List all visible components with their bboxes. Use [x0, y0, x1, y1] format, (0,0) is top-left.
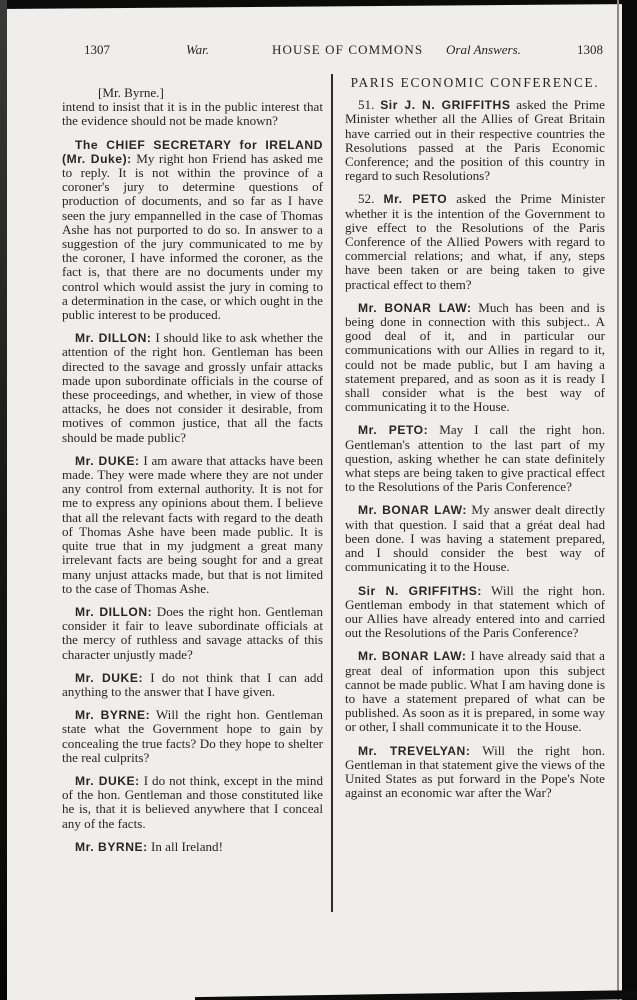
running-header	[0, 42, 637, 60]
paragraph	[345, 503, 605, 574]
paragraph	[345, 192, 605, 291]
paragraph	[62, 840, 323, 854]
column-divider-rule	[331, 74, 333, 912]
paragraph-text: Does the right hon. Gentleman consider it fair to leave subordinate officials at the mercy of ruthless and savage attacks of this character unjustly made?	[62, 603, 323, 662]
paragraph-text: asked the Prime Minister whether it is the intention of the Government to give effect to the Resolutions of the Paris Conference of the Allied Powers with regard to commercial relations; and what, if any, steps have been taken or are being taken to give practical effect to them?	[345, 191, 605, 292]
paragraph-text: Much has been and is being done in connection with this subject.. A good deal of it, and in particular our communications with our Allies in regard to it, could not be made public, but I am having a statement prepared, and as soon as it is ready I shall consider what is the best way of communicating it to the House.	[345, 299, 605, 415]
paragraph	[62, 605, 323, 662]
paragraph	[62, 138, 323, 323]
paragraph-text: I do not think, except in the mind of the hon. Gentleman and those constituted like he is, that it is believed anywhere that I conceal any of the facts.	[62, 772, 323, 831]
paragraph-text: Will the right hon. Gentleman embody in that statement which of our Allies have already entered into and carried out the Resolutions of the Paris Conference?	[345, 582, 605, 641]
paragraph-text: May I call the right hon. Gentleman's attention to the last part of my question, asking whether he can state definitely what steps are being taken to give practical effect to the Resolutions of the Paris Conference?	[345, 422, 605, 495]
paragraph	[62, 671, 323, 699]
speaker-name: The CHIEF SECRETARY for IRELAND (Mr. Duke):	[62, 137, 323, 166]
scan-edge-left	[0, 0, 7, 1000]
section-heading: PARIS ECONOMIC CONFERENCE.	[350, 75, 600, 90]
paragraph	[62, 774, 323, 831]
paragraph-text: I do not think that I can add anything to the answer that I have given.	[62, 669, 323, 699]
question-number: 52.	[358, 191, 375, 207]
paragraph	[62, 100, 323, 128]
scan-edge-bottom	[195, 990, 637, 1000]
paragraph	[62, 454, 323, 596]
paragraph	[345, 423, 605, 494]
paragraph	[345, 744, 605, 801]
speaker-name: Mr. BYRNE:	[75, 708, 151, 723]
speaker-name: Mr. DUKE:	[75, 670, 144, 685]
speaker-name: Mr. BYRNE:	[75, 839, 148, 854]
speaker-name: Mr. BONAR LAW:	[358, 503, 467, 518]
speaker-name: Mr. DUKE:	[75, 773, 140, 788]
speaker-name: Mr. TREVELYAN:	[358, 743, 471, 758]
paragraph-text: My answer dealt directly with that question. I said that a gréat deal had been done. I was having a statement prepared, and I should consider the best way of communicating it to the House.	[345, 502, 605, 575]
left-column	[62, 86, 323, 863]
speaker-name: Mr. DILLON:	[75, 604, 153, 619]
scan-edge-right	[622, 0, 637, 1000]
paragraph-text: I have already said that a great deal of information upon this subject cannot be made public. What I am having done is to have a statement prepared of what can be published. As soon as it is prepared, in some way or other, I shall communicate it to the House.	[345, 648, 605, 735]
paragraph	[345, 301, 605, 415]
paragraph	[62, 708, 323, 765]
running-title-left: War.	[186, 42, 210, 57]
speaker-name: Mr. PETO:	[358, 423, 429, 438]
paragraph-text: Will the right hon. Gentleman state what the Government hope to gain by concealing the true facts? Do they hope to shelter the real culprits?	[62, 707, 323, 765]
paragraph-text: In all Ireland!	[150, 838, 223, 854]
running-title-right: Oral Answers.	[446, 42, 521, 57]
paragraph-text: I am aware that attacks have been made. They were made where they are not under any control from external authority. It is not for me to express any opinions about them. I believe that all the relevant facts with regard to the death of Thomas Ashe have been made public. It is quite true that in my judgment a great many irrelevant facts are being sought for and a great many unjust attacks made, but that is not limited to the case of Thomas Ashe.	[62, 452, 324, 596]
right-column	[345, 76, 605, 809]
page-number-left: 1307	[84, 42, 110, 57]
paragraph-text: I should like to ask whether the attention of the right hon. Gentleman has been directed to the savage and grossly unfair attacks made upon subordinate officials in the course of these proceedings, and whether, in view of those attacks, he does not consider it desirable, from motives of common justice, that all the facts should be made public?	[62, 330, 323, 445]
speaker-name: Mr. PETO	[383, 192, 448, 207]
center-title: HOUSE OF COMMONS	[272, 42, 424, 57]
speaker-name: Sir N. GRIFFITHS:	[358, 583, 483, 598]
paragraph	[345, 649, 605, 734]
question-number: 51.	[358, 97, 375, 113]
scan-edge-top	[0, 0, 637, 9]
speaker-name: Mr. DILLON:	[75, 331, 152, 346]
paragraph	[62, 331, 323, 445]
paragraph-text: intend to insist that it is in the public interest that the evidence should not be made known?	[62, 99, 323, 129]
paragraph-text: Will the right hon. Gentleman in that statement give the views of the United States as put forward in the Pope's Note against an economic war after the War?	[345, 742, 605, 801]
paragraph-text: asked the Prime Minister whether all the Allies of Great Britain have carried out in their respective countries the Resolutions passed at the Paris Economic Conference; and the position of this country in regard to such Resolutions?	[345, 97, 605, 184]
page-number-right: 1308	[577, 42, 603, 57]
speaker-name: Mr. BONAR LAW:	[358, 300, 472, 315]
speaker-name: Mr. BONAR LAW:	[358, 649, 467, 664]
continuation-header: [Mr. Byrne.]	[98, 85, 164, 100]
paragraph	[345, 584, 605, 641]
speaker-name: Sir J. N. GRIFFITHS	[380, 98, 511, 113]
speaker-name: Mr. DUKE:	[75, 453, 140, 468]
paragraph	[345, 98, 605, 183]
scan-rule-right	[617, 0, 619, 1000]
paragraph-text: My right hon Friend has asked me to reply. It is not within the province of a coroner's jury to determine questions of production of documents, and so far as I have seen the jury empannelled in the case of Thomas Ashe has not purported to do so. In answer to a suggestion of the jury communicated to me by the coroner, I have informed the coroner, as the fact is, that there are no documents under my control which would assist the jury in coming to a determination in the case, or which ought in the public interest to be produced.	[62, 150, 323, 323]
